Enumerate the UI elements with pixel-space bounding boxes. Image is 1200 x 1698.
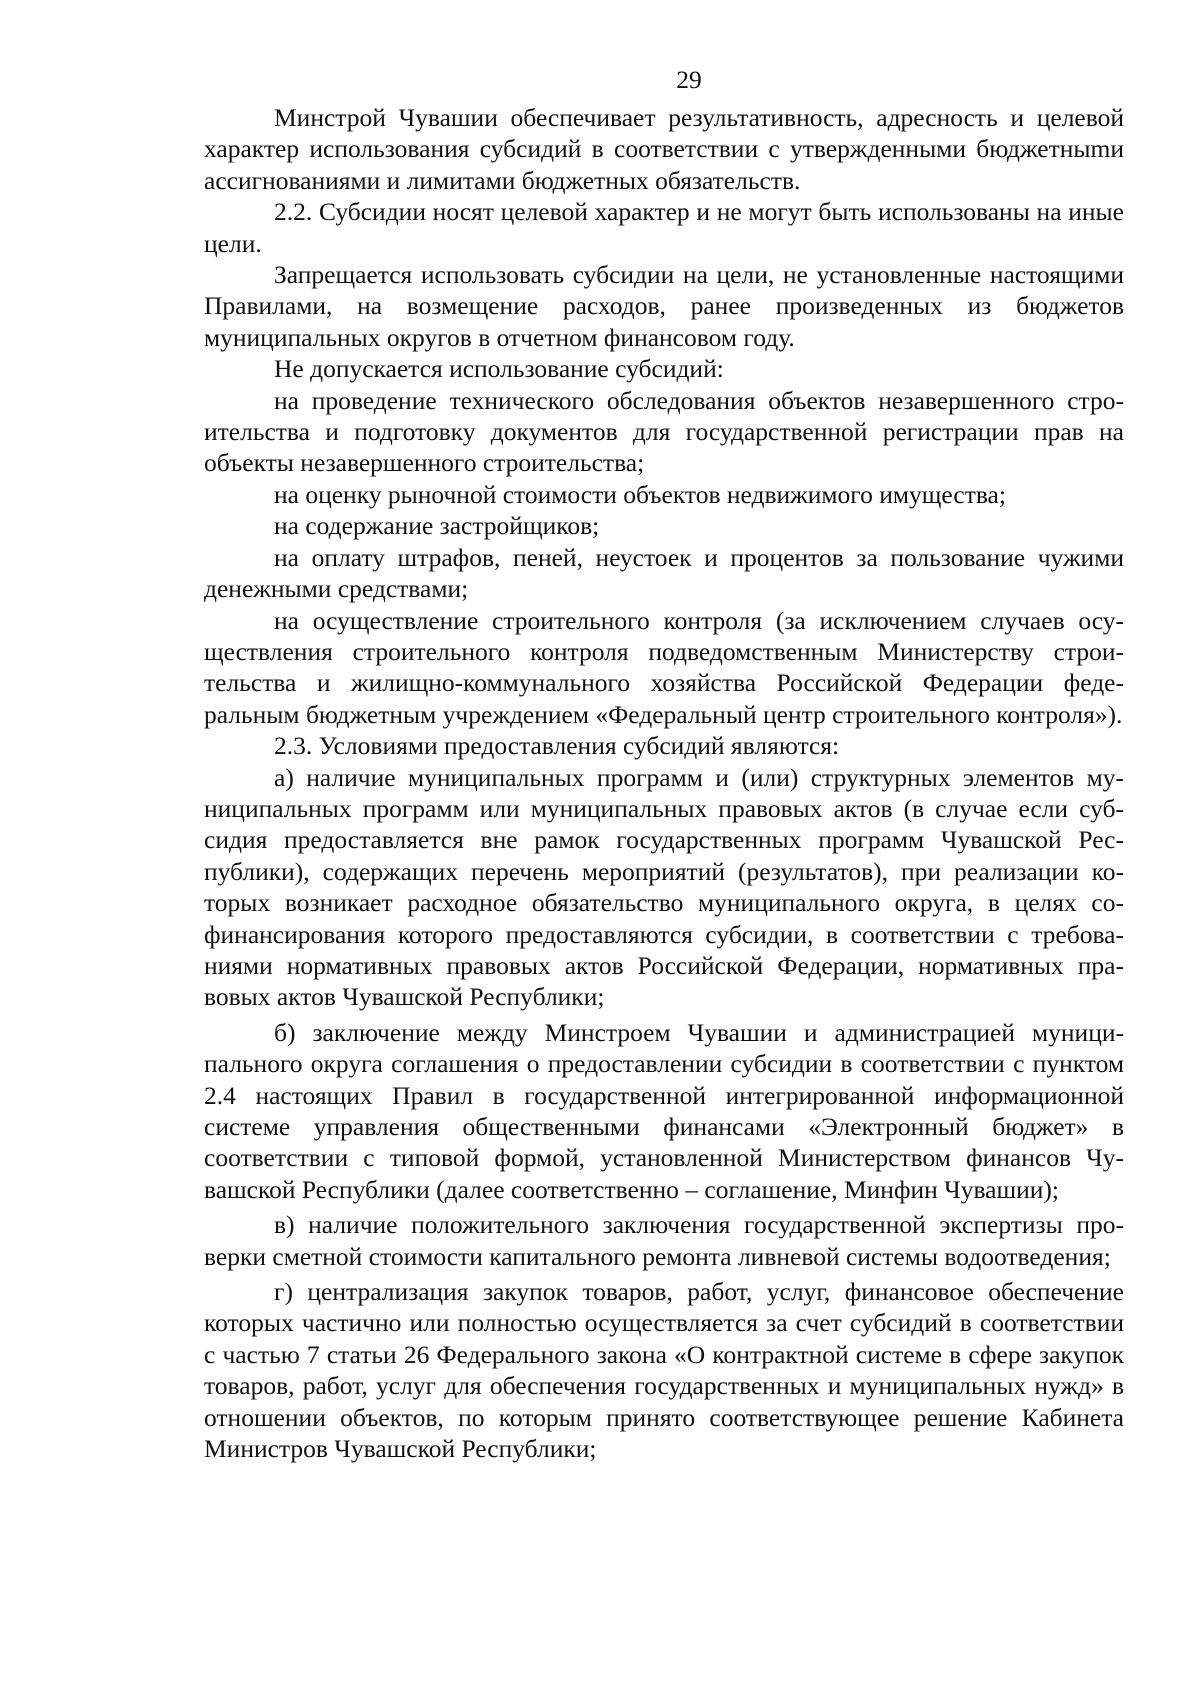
condition-b: б) заключение между Минстроем Чувашии и администрацией муниципального округа соглашения о предоставлении субсидии в соответствии с пунктом 2.4 настоящих Правил в государственной интегрированной информационной системе управления общественными финансами «Электронный бюджет» в соответствии с типовой формой, установленной Министерством финансов Чувашской Республики (далее соответственно – соглашение, Минфин Чувашии); [204, 1017, 1124, 1204]
paragraph-2-3: 2.3. Условиями предоставления субсидий являются: [274, 731, 840, 761]
condition-a: а) наличие муниципальных программ и (или) структурных элементов муниципальных программ или муниципальных правовых актов (в случае если субсидия предоставляется вне рамок государственных программ Чувашской Республики), содержащих перечень мероприятий (результатов), при реализации которых возникает расходное обязательство муниципального округа, в целях софинансирования которого предоставляются субсидии, в соответствии с требованиями нормативных правовых актов Российской Федерации, нормативных правовых актов Чувашской Республики; [204, 762, 1124, 1012]
list-item-developers: на содержание застройщиков; [274, 511, 600, 541]
list-item-valuation: на оценку рыночной стоимости объектов недвижимого имущества; [274, 479, 1006, 509]
paragraph-2-2: 2.2. Субсидии носят целевой характер и не могут быть использованы на иные цели. [204, 197, 1124, 258]
document-page [204, 64, 1124, 1464]
paragraph-prohibited-use: Запрещается использовать субсидии на цели, не установленные настоящими Правилами, на возмещение расходов, ранее произведенных из бюджетов муниципальных округов в отчетном финансовом году. [204, 260, 1124, 352]
list-item-inspection: на проведение технического обследования объектов незавершенного строительства и подготовку документов для государственной регистрации прав на объекты незавершенного строительства; [204, 385, 1124, 478]
condition-c: в) наличие положительного заключения государственной экспертизы проверки сметной стоимости капитального ремонта ливневой системы водоотведения; [204, 1210, 1124, 1271]
page-number: 29 [676, 65, 702, 94]
list-item-construction-control: на осуществление строительного контроля (за исключением случаев осуществления строительного контроля подведомственным Министерству строительства и жилищно-коммунального хозяйства Российской Федерации федеральным бюджетным учреждением «Федеральный центр строительного контроля»). [204, 605, 1124, 729]
paragraph-not-allowed: Не допускается использование субсидий: [274, 354, 724, 384]
list-item-penalties: на оплату штрафов, пеней, неустоек и процентов за пользование чужими денежными средствами; [204, 542, 1124, 604]
paragraph-results: Минстрой Чувашии обеспечивает результативность, адресность и целевой характер использования субсидий в соответствии с утвержденными бюджетныmи ассигнованиями и лимитами бюджетных обязательств. [204, 103, 1124, 195]
condition-d: г) централизация закупок товаров, работ, услуг, финансовое обеспечение которых частично или полностью осуществляется за счет субсидий в соответствии с частью 7 статьи 26 Федерального закона «О контрактной системе в сфере закупок товаров, работ, услуг для обеспечения государственных и муниципальных нужд» в отношении объектов, по которым принято соответствующее решение Кабинета Министров Чувашской Республики; [204, 1277, 1124, 1464]
